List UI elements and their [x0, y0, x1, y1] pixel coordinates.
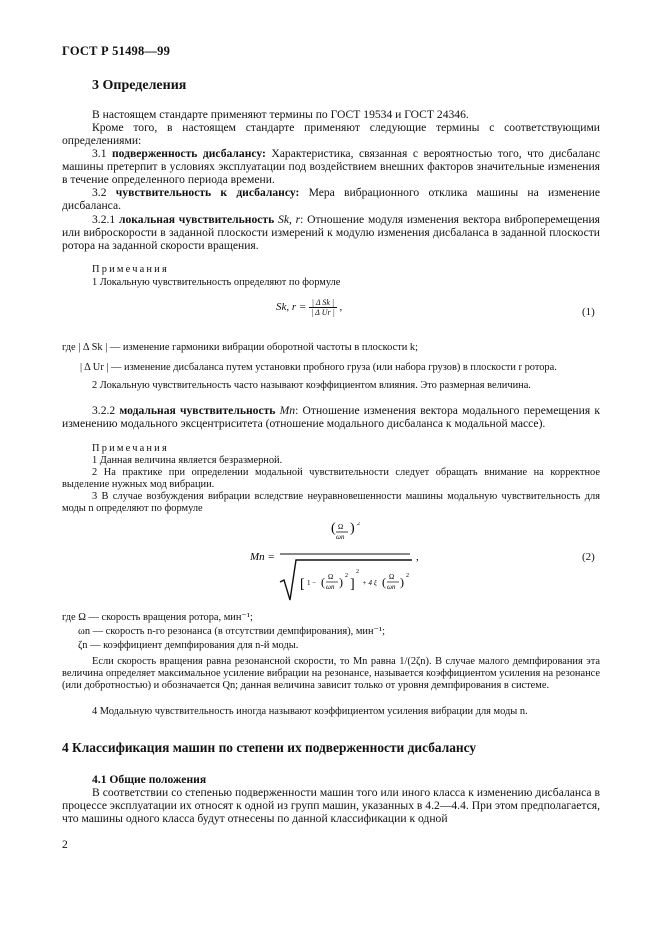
formula-2-den2-paren-close: ): [400, 575, 404, 589]
formula-2-den-paren-open: (: [321, 575, 325, 589]
formula-2-num-exp: 2: [357, 522, 360, 527]
notes-2-title: Примечания: [92, 443, 169, 454]
formula-2-num-omega-n: ωn: [336, 533, 345, 541]
formula-2-den-one: 1 −: [307, 579, 317, 587]
definition-symbol: Sk, r: [278, 213, 301, 226]
note-1-1: 1 Локальную чувствительность определяют по формуле: [92, 277, 341, 288]
formula-1: [276, 298, 342, 317]
definition-text: : Отношение модуля изменения вектора виброперемещения или виброскорости в заданной плоскости измерений к модулю изменения дисбаланса в заданной плоскости ротора на заданной скорости вращения.: [62, 213, 600, 253]
definition-number: 3.2: [92, 186, 107, 199]
formula-2-num-omega: Ω: [338, 523, 344, 531]
formula-1-tail: ,: [339, 301, 343, 314]
formula-2-bracket-close: ]: [350, 577, 355, 592]
formula-1-where-2: | Δ Ur | — изменение дисбаланса путем установки пробного груза (или набора грузов) в плоскости r ротора.: [80, 362, 557, 373]
definition-3-1: [62, 147, 600, 187]
formula-1-numerator: | Δ Sk |: [309, 298, 337, 308]
definition-term: подверженность дисбалансу:: [112, 147, 266, 160]
definition-symbol: Mn: [279, 404, 296, 417]
page-number: 2: [62, 838, 68, 851]
definition-3-2: [62, 186, 600, 212]
formula-1-where-1: где | Δ Sk | — изменение гармоники вибрации оборотной частоты в плоскости k;: [62, 342, 419, 353]
definition-3-2-1: [62, 213, 600, 253]
formula-1-lhs: Sk, r =: [276, 301, 307, 314]
definition-term: чувствительность к дисбалансу:: [115, 186, 300, 199]
section-3-title: 3 Определения: [92, 78, 187, 93]
formula-2-tail: ,: [416, 551, 419, 563]
intro-paragraph-2: Кроме того, в настоящем стандарте применяют следующие термины с соответствующими определениями:: [62, 121, 600, 148]
formula-2-den2-exp: 2: [406, 573, 409, 579]
formula-1-fraction: [309, 298, 337, 317]
formula-1-denominator: | Δ Ur |: [311, 308, 335, 317]
definition-3-2-2: [62, 404, 600, 430]
formula-2-den2-paren-open: (: [382, 575, 386, 589]
definition-term: модальная чувствительность: [119, 404, 276, 417]
definition-term: локальная чувствительность: [118, 213, 275, 226]
note-2-4: 4 Модальную чувствительность иногда называют коэффициентом усиления вибрации для моды n.: [92, 706, 528, 717]
formula-2-den2-omega: Ω: [389, 573, 395, 581]
formula-2-where-2: ωn — скорость n-го резонанса (в отсутствии демпфирования), мин⁻¹;: [78, 626, 386, 637]
formula-2-where-3: ζn — коэффициент демпфирования для n-й моды.: [78, 640, 299, 651]
intro-paragraph-1: В настоящем стандарте применяют термины по ГОСТ 19534 и ГОСТ 24346.: [92, 108, 469, 121]
formula-2: [250, 522, 430, 604]
formula-2-den-exp-outer: 2: [356, 569, 359, 575]
section-4-title: 4 Классификация машин по степени их подверженности дисбалансу: [62, 740, 477, 755]
notes-1-title: Примечания: [92, 264, 169, 275]
note-2-3: 3 В случае возбуждения вибрации вследствие неуравновешенности машины модальную чувствительность для моды n определяют по формуле: [62, 491, 600, 515]
formula-2-den2-omega-n: ωn: [387, 583, 396, 591]
formula-2-den-paren-close: ): [339, 575, 343, 589]
formula-2-paren-open: (: [331, 522, 336, 536]
document-header: ГОСТ Р 51498—99: [62, 44, 171, 58]
formula-2-den-omega-n: ωn: [326, 583, 335, 591]
equation-number-1: (1): [582, 306, 595, 318]
definition-text: : Отношение изменения вектора модального перемещения к изменению модального эксцентриситета (отношение модального дисбаланса к модальной массе).: [62, 404, 601, 431]
formula-2-where-1: где Ω — скорость вращения ротора, мин⁻¹;: [62, 612, 253, 623]
formula-2-bracket-open: [: [300, 577, 305, 592]
formula-2-den-omega: Ω: [328, 573, 334, 581]
formula-2-paren-close: ): [350, 522, 355, 536]
section-4-1-text: В соответствии со степенью подверженности машин того или иного класса к изменению дисбаланса в процессе эксплуатации их относят к одной из групп машин, указанных в 4.2—4.4. При этом предполагается, что машины одного класса будут отнесены по данной классификации к одной: [62, 786, 600, 826]
section-4-1-title: 4.1 Общие положения: [92, 773, 207, 786]
definition-text: Мера вибрационного отклика машины на изменение дисбаланса.: [62, 186, 600, 213]
equation-number-2: (2): [582, 551, 595, 563]
formula-2-paragraph: Если скорость вращения равна резонансной скорости, то Mn равна 1/(2ζn). В случае малого демпфирования эта величина определяет максимальное усиление вибрации на резонансе, называется коэффициентом усиления на резонансе (или добротностью) и обозначается Qn; данная величина зависит только от уровня демпфирования в системе.: [62, 656, 600, 692]
definition-number: 3.2.2: [92, 404, 116, 417]
formula-2-lhs: Mn =: [250, 551, 275, 563]
definition-text: Характеристика, связанная с вероятностью того, что дисбаланс машины претерпит в условиях эксплуатации под воздействием внешних факторов значительные изменения в течение определенного периода времени.: [62, 147, 601, 187]
note-2-2: 2 На практике при определении модальной чувствительности следует обращать внимание на корректное выделение нужных мод вибрации.: [62, 467, 600, 491]
definition-number: 3.1: [92, 147, 107, 160]
definition-number: 3.2.1: [92, 213, 116, 226]
formula-2-den-exp-inner: 2: [345, 573, 348, 579]
formula-2-plus-term: + 4 ξ: [362, 579, 377, 587]
note-1-2: 2 Локальную чувствительность часто называют коэффициентом влияния. Это размерная величина.: [92, 380, 531, 391]
note-2-1: 1 Данная величина является безразмерной.: [92, 455, 283, 466]
